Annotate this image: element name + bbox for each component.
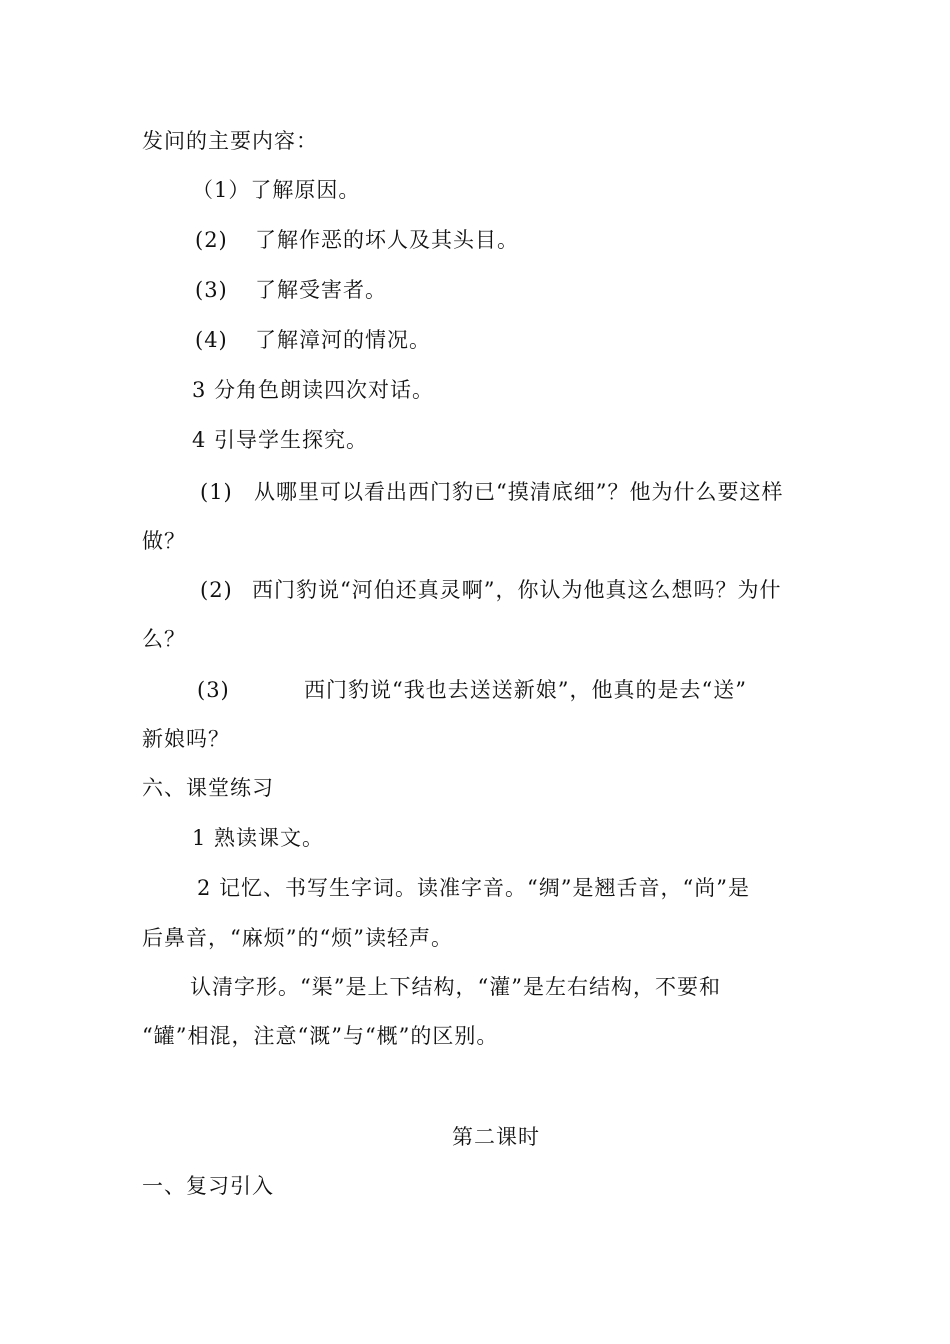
exercise-3-cont: “罐”相混，注意“溉”与“概”的区别。: [142, 1024, 499, 1048]
section-6-heading: 六、课堂练习: [142, 776, 274, 800]
exercise-1: 1 熟读课文。: [192, 826, 325, 850]
question-text: 了解原因。: [250, 178, 361, 202]
question-number: (4): [195, 328, 228, 352]
question-item-1: [192, 178, 360, 202]
question-text: 了解受害者。: [255, 278, 387, 302]
question-text: 了解作恶的坏人及其头目。: [255, 228, 519, 252]
section-1-heading: 一、复习引入: [142, 1174, 274, 1198]
exercise-3: 认清字形。“渠”是上下结构，“灌”是左右结构，不要和: [190, 975, 721, 999]
exercise-2: 2 记忆、书写生字词。读准字音。“绸”是翘舌音，“尚”是: [197, 876, 750, 900]
question-number: (2): [195, 228, 228, 252]
inquiry-item-2-cont: 么？: [142, 627, 186, 651]
question-text: 了解漳河的情况。: [255, 328, 431, 352]
inquiry-item-2: [200, 578, 782, 602]
inquiry-text: 西门豹说“河伯还真灵啊”，你认为他真这么想吗？为什: [252, 578, 782, 602]
inquiry-number: (1): [200, 480, 233, 504]
step-4-line: 4 引导学生探究。: [192, 428, 369, 452]
inquiry-number: (2): [200, 578, 233, 602]
inquiry-item-1-cont: 做？: [142, 529, 186, 553]
question-item-2: [195, 228, 519, 252]
inquiry-item-1: [200, 480, 784, 504]
intro-line: 发问的主要内容：: [142, 129, 318, 153]
inquiry-text: 从哪里可以看出西门豹已“摸清底细”？他为什么要这样: [254, 480, 784, 504]
inquiry-text: 西门豹说“我也去送送新娘”，他真的是去“送”: [304, 678, 747, 702]
exercise-2-cont: 后鼻音，“麻烦”的“烦”读轻声。: [142, 926, 453, 950]
question-item-3: [195, 278, 387, 302]
inquiry-item-3: [197, 678, 747, 702]
question-number: (3): [195, 278, 228, 302]
question-item-4: [195, 328, 431, 352]
inquiry-number: (3): [197, 678, 230, 702]
lesson-2-title: 第二课时: [452, 1125, 540, 1149]
question-number: （1）: [192, 178, 251, 202]
step-3-line: 3 分角色朗读四次对话。: [192, 378, 435, 402]
inquiry-item-3-cont: 新娘吗？: [142, 727, 230, 751]
